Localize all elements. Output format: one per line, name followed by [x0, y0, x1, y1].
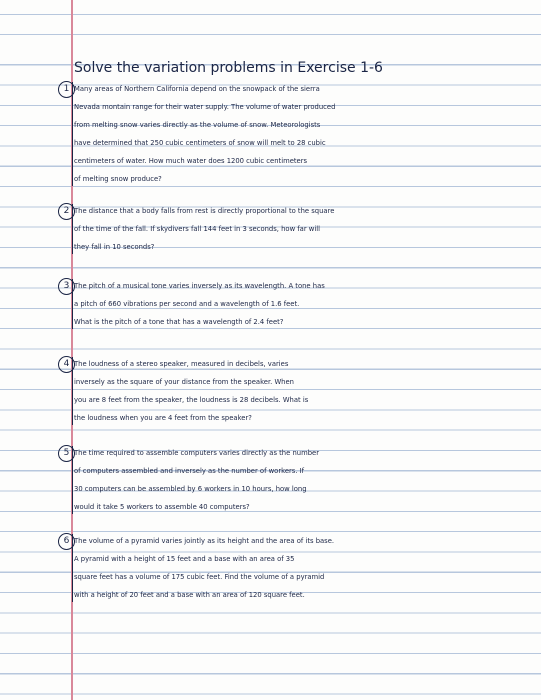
problem-line: from melting snow varies directly as the volume of snow. Meteorologists	[74, 121, 321, 129]
problem-line: 30 computers can be assembled by 6 workers in 10 hours, how long	[74, 485, 307, 493]
problem-line: Many areas of Northern California depend on the snowpack of the sierra	[74, 85, 320, 93]
problem-line: inversely as the square of your distance from the speaker. When	[74, 378, 294, 386]
problem-line: of computers assembled and inversely as the number of workers. If	[74, 467, 305, 475]
problem-line: a pitch of 660 vibrations per second and a wavelength of 1.6 feet.	[74, 300, 300, 308]
problem-line: square feet has a volume of 175 cubic feet. Find the volume of a pyramid	[74, 573, 325, 581]
problem-text	[74, 532, 538, 604]
problem-line: of melting snow produce?	[74, 175, 162, 183]
problem-line: with a height of 20 feet and a base with an area of 120 square feet.	[74, 591, 305, 599]
page-heading: Solve the variation problems in Exercise 1-6	[74, 60, 383, 76]
problem-number: 4	[58, 356, 75, 373]
problem-number: 3	[58, 278, 75, 295]
problem-text	[74, 444, 538, 516]
problem-text	[74, 277, 538, 331]
problem-line: The loudness of a stereo speaker, measured in decibels, varies	[74, 360, 289, 368]
problem-line: The volume of a pyramid varies jointly as its height and the area of its base.	[74, 537, 335, 545]
problem-line: The time required to assemble computers varies directly as the number	[74, 449, 319, 457]
problem-line: What is the pitch of a tone that has a wavelength of 2.4 feet?	[74, 318, 284, 326]
problem-line: A pyramid with a height of 15 feet and a base with an area of 35	[74, 555, 295, 563]
problem-line: the loudness when you are 4 feet from the speaker?	[74, 414, 252, 422]
problem-line: they fall in 10 seconds?	[74, 243, 155, 251]
problem-line: The distance that a body falls from rest is directly proportional to the square	[74, 207, 335, 215]
problem-text	[74, 355, 538, 427]
problem-number: 2	[58, 203, 75, 220]
problem-line: centimeters of water. How much water does 1200 cubic centimeters	[74, 157, 308, 165]
problem-line: The pitch of a musical tone varies inversely as its wavelength. A tone has	[74, 282, 325, 290]
problem-line: you are 8 feet from the speaker, the loudness is 28 decibels. What is	[74, 396, 309, 404]
problem-line: would it take 5 workers to assemble 40 computers?	[74, 503, 250, 511]
problem-number: 5	[58, 445, 75, 462]
problem-text	[74, 202, 538, 256]
problem-line: Nevada montain range for their water supply. The volume of water produced	[74, 103, 336, 111]
problem-text	[74, 80, 538, 188]
problem-line: of the time of the fall. If skydivers fall 144 feet in 3 seconds, how far will	[74, 225, 321, 233]
problem-number: 1	[58, 81, 75, 98]
problem-number: 6	[58, 533, 75, 550]
problem-line: have determined that 250 cubic centimeters of snow will melt to 28 cubic	[74, 139, 326, 147]
